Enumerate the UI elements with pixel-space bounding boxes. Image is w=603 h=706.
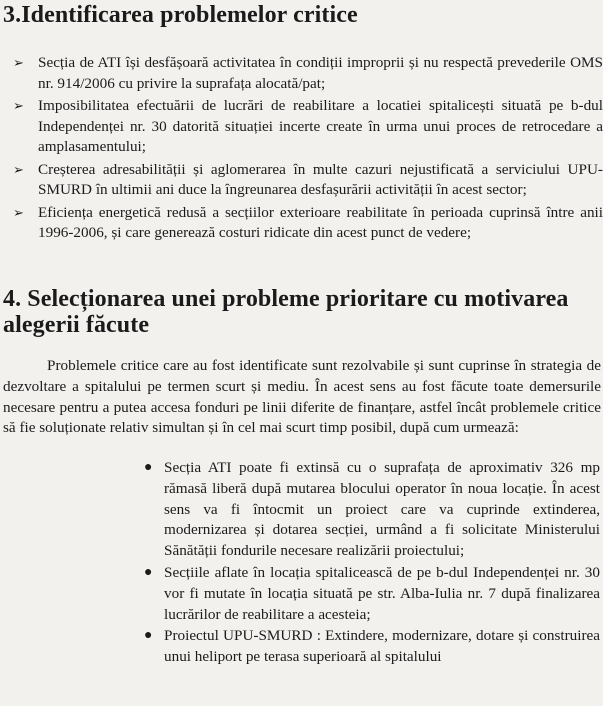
priority-actions-list <box>144 458 600 669</box>
list-item: ● Secția ATI poate fi extinsă cu o suprafața de aproximativ 326 mp rămasă liberă după mutarea blocului operator în noua locație. În acest sens va fi întocmit un proiect care va cuprinde extinderea, modernizarea și dotarea secției, urmând a fi solicitate Ministerului Sănătății fondurile necesare realizării proiectului; <box>144 459 600 560</box>
arrow-bullet-icon: ➢ <box>13 204 24 220</box>
list-item: ● Secțiile aflate în locația spitalicească de pe b-dul Independenței nr. 30 vor fi mutate în locația situată pe str. Alba-Iulia nr. 7 după finalizarea lucrărilor de reabilitare a acesteia; <box>144 563 600 623</box>
arrow-bullet-icon: ➢ <box>13 161 24 177</box>
section-3-heading: 3.Identificarea problemelor critice <box>3 2 358 28</box>
section-4-paragraph: Problemele critice care au fost identificate sunt rezolvabile și sunt cuprinse în strategia de dezvoltare a spitalului pe termen scurt și mediu. În acest sens au fost făcute toate demersurile necesare pentru a putea accesa fonduri pe linii diferite de finanțare, astfel încât problemele critice să fie soluționate relativ simultan și în cel mai scurt timp posibil, după cum urmează: <box>3 357 601 437</box>
dot-bullet-icon: ● <box>144 460 153 475</box>
arrow-bullet-icon: ➢ <box>13 55 24 70</box>
arrow-bullet-icon: ➢ <box>13 98 24 113</box>
list-item: ➢ Eficiența energetică redusă a secțiilor exterioare reabilitate în perioada cuprinsă între anii 1996-2006, și care generează costuri ridicate din acest punct de vedere; <box>13 203 603 241</box>
dot-bullet-icon: ● <box>144 628 153 644</box>
list-item: ➢ Creșterea adresabilității și aglomerarea în multe cazuri nejustificată a serviciului UPU-SMURD în ultimii ani duce la îngreunarea desfașurării activității în acest sector; <box>13 160 603 198</box>
dot-bullet-icon: ● <box>144 564 153 580</box>
section-4-heading: 4. Selecționarea unei probleme prioritare cu motivarea alegerii făcute <box>3 286 569 338</box>
list-item: ➢ Secția de ATI își desfășoară activitatea în condiții improprii și nu respectă prevederile OMS nr. 914/2006 cu privire la suprafața alocată/pat; <box>13 54 603 92</box>
critical-problems-list <box>0 53 603 246</box>
list-item: ● Proiectul UPU-SMURD : Extindere, modernizare, dotare și construirea unui heliport pe terasa superioară al spitalului <box>144 627 600 666</box>
list-item: ➢ Imposibilitatea efectuării de lucrări de reabilitare a locatiei spitalicești situată pe b-dul Independenței nr. 30 datorită situației incerte create în urma unui proces de retrocedare a amplasamentului; <box>13 97 603 155</box>
